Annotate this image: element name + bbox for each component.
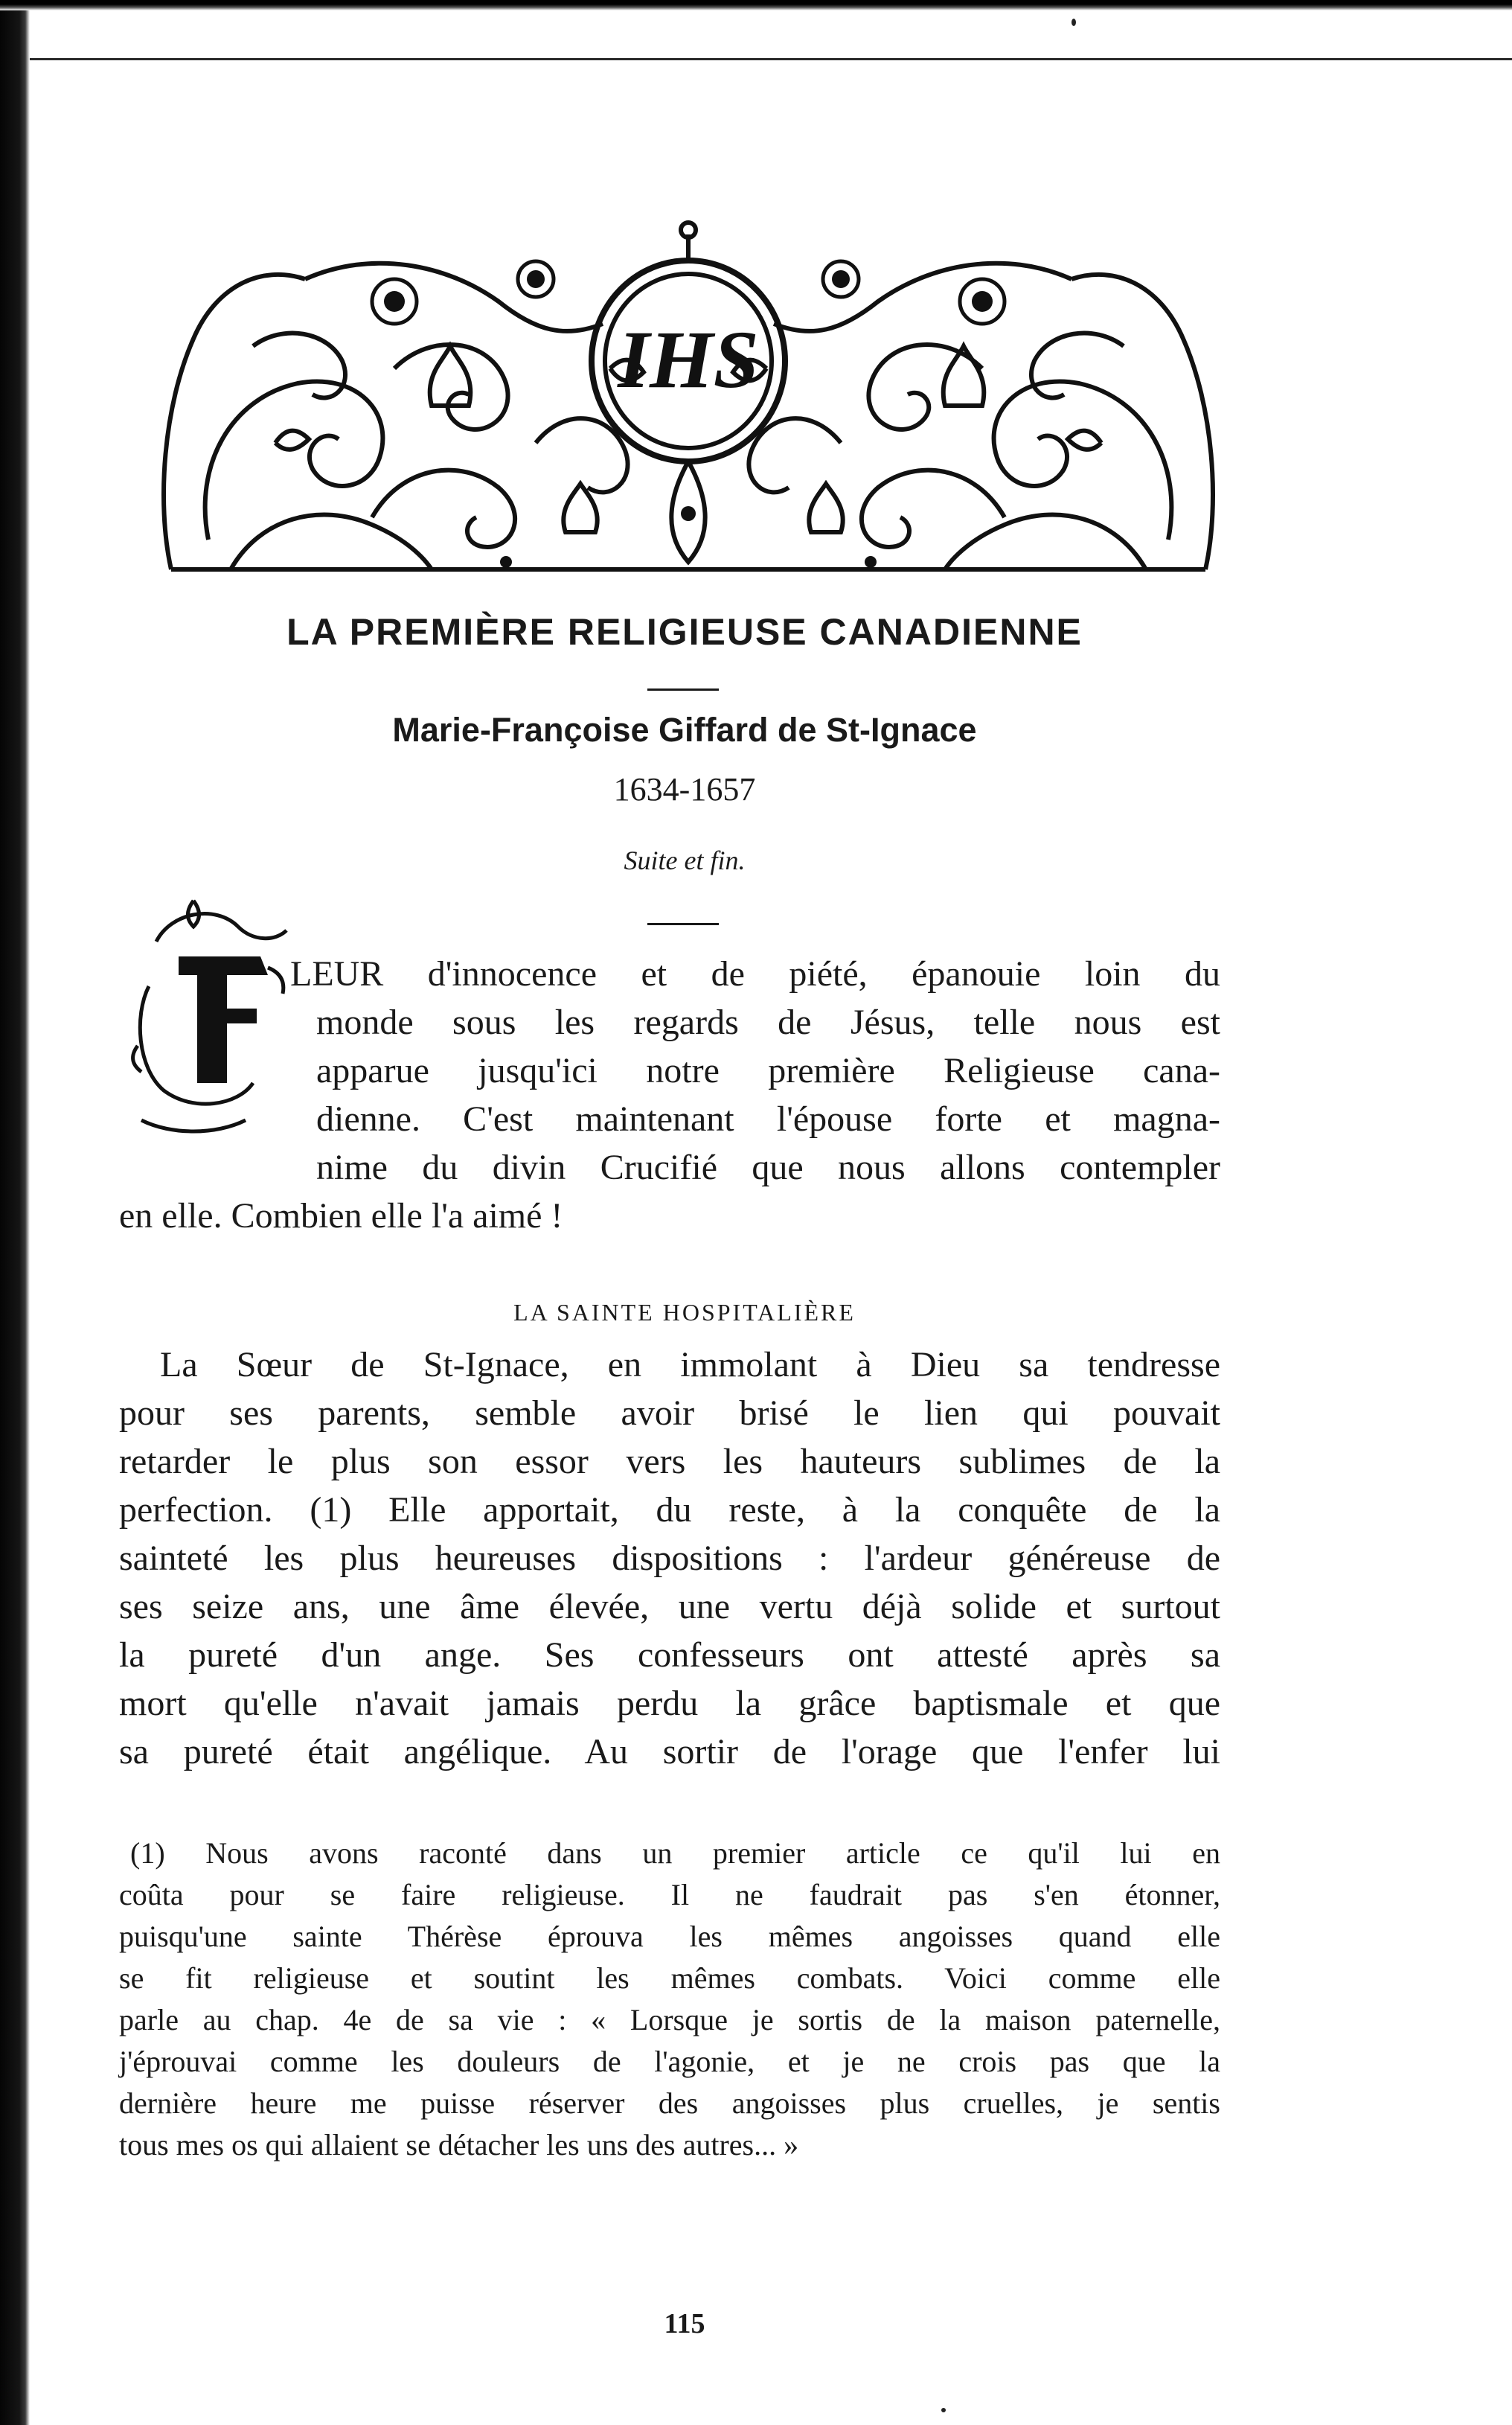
- monogram-ihs: IHS: [618, 314, 759, 405]
- intro-line-2: monde sous les regards de Jésus, telle nous est: [316, 1003, 1220, 1042]
- intro-line-3: apparue jusqu'ici notre première Religieuse cana-: [316, 1051, 1220, 1090]
- dropcap-ornament: [126, 897, 305, 1150]
- body-line-4: perfection. (1) Elle apportait, du reste, à la conquête de la: [119, 1490, 1220, 1530]
- scan-edge-top: [0, 0, 1512, 10]
- scan-speck: [1071, 19, 1076, 26]
- scan-edge-rule: [30, 58, 1512, 60]
- footnote-line-5: parle au chap. 4e de sa vie : « Lorsque je sortis de la maison paternelle,: [119, 2003, 1220, 2036]
- continuation-note: Suite et fin.: [624, 846, 746, 875]
- ornamental-headpiece: [149, 220, 1228, 584]
- body-line-9: sa pureté était angélique. Au sortir de l'orage que l'enfer lui: [119, 1732, 1220, 1771]
- intro-line-6: en elle. Combien elle l'a aimé !: [119, 1196, 563, 1236]
- scan-speck: [941, 2408, 946, 2412]
- footnote-line-6: j'éprouvai comme les douleurs de l'agonie, et je ne crois pas que la: [119, 2045, 1220, 2078]
- page-number: 115: [664, 2308, 705, 2339]
- footnote-line-2: coûta pour se faire religieuse. Il ne faudrait pas s'en étonner,: [119, 1878, 1220, 1911]
- body-line-8: mort qu'elle n'avait jamais perdu la grâce baptismale et que: [119, 1684, 1220, 1723]
- body-line-3: retarder le plus son essor vers les hauteurs sublimes de la: [119, 1442, 1220, 1481]
- body-line-7: la pureté d'un ange. Ses confesseurs ont attesté après sa: [119, 1635, 1220, 1675]
- footnote-line-3: puisqu'une sainte Thérèse éprouva les mêmes angoisses quand elle: [119, 1920, 1220, 1953]
- headpiece-ornament-svg: [149, 220, 1228, 584]
- footnote-line-7: dernière heure me puisse réserver des angoisses plus cruelles, je sentis: [119, 2086, 1220, 2120]
- intro-line-4: dienne. C'est maintenant l'épouse forte et magna-: [316, 1099, 1220, 1139]
- body-line-2: pour ses parents, semble avoir brisé le lien qui pouvait: [119, 1393, 1220, 1433]
- intro-rule: [647, 923, 719, 925]
- subtitle: Marie-Françoise Giffard de St-Ignace: [392, 711, 977, 749]
- section-heading: LA SAINTE HOSPITALIÈRE: [513, 1299, 856, 1326]
- life-years: 1634-1657: [613, 771, 756, 808]
- footnote-line-4: se fit religieuse et soutint les mêmes combats. Voici comme elle: [119, 1961, 1220, 1995]
- scan-edge-left: [0, 0, 30, 2425]
- intro-line-1: LEUR d'innocence et de piété, épanouie loin du: [290, 954, 1220, 994]
- body-line-5: sainteté les plus heureuses dispositions : l'ardeur généreuse de: [119, 1539, 1220, 1578]
- footnote-line-8: tous mes os qui allaient se détacher les uns des autres... »: [119, 2128, 799, 2162]
- title-rule: [647, 688, 719, 691]
- footnote-line-1: (1) Nous avons raconté dans un premier article ce qu'il lui en: [130, 1836, 1220, 1870]
- intro-line-5: nime du divin Crucifié que nous allons contempler: [316, 1148, 1220, 1187]
- page-title: LA PREMIÈRE RELIGIEUSE CANADIENNE: [286, 611, 1083, 653]
- body-line-1: La Sœur de St-Ignace, en immolant à Dieu sa tendresse: [160, 1345, 1220, 1384]
- body-line-6: ses seize ans, une âme élevée, une vertu déjà solide et surtout: [119, 1587, 1220, 1626]
